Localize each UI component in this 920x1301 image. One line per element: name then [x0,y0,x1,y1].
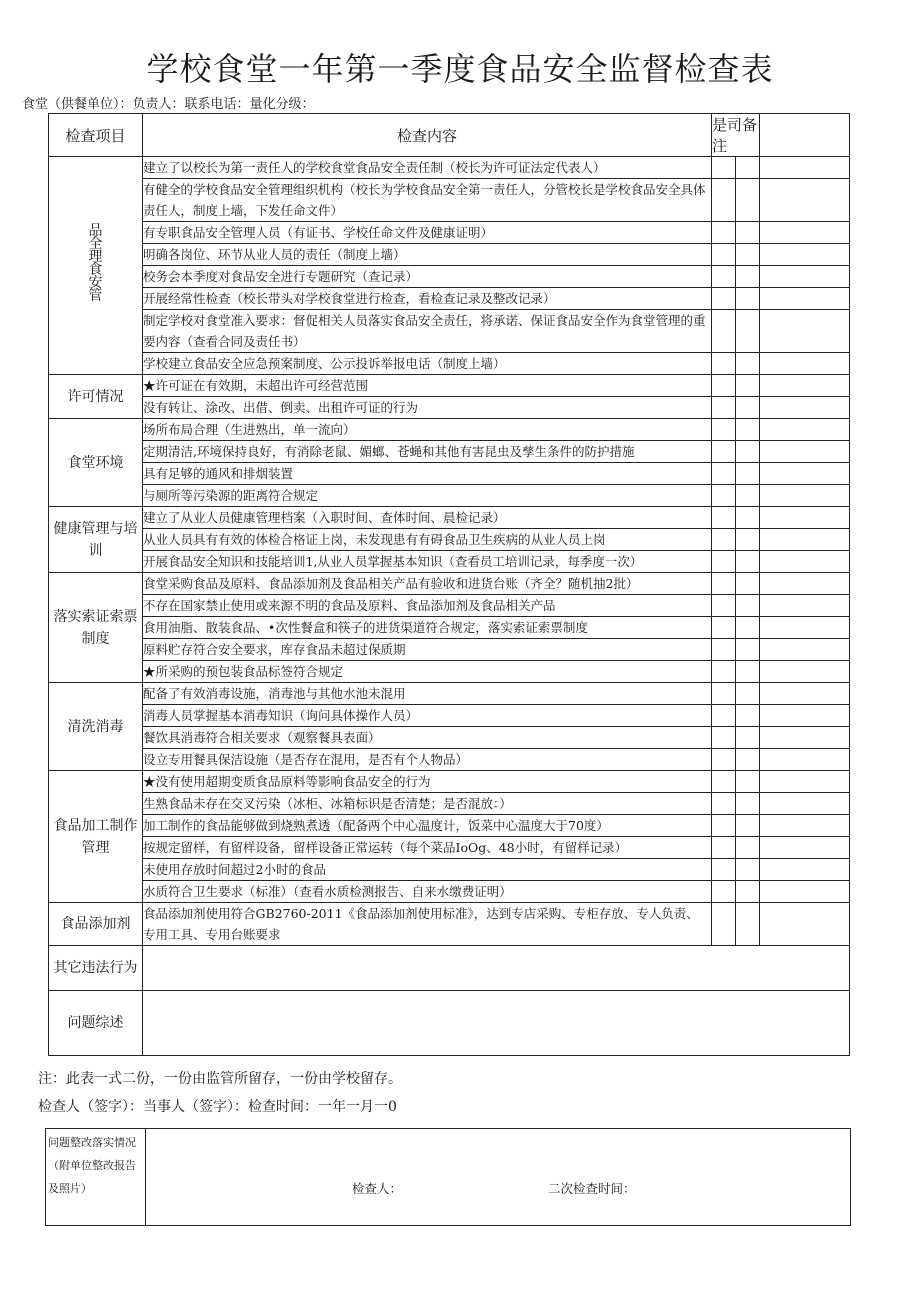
check-item: 具有足够的通风和排烟装置 [143,463,712,485]
header-yes [712,114,760,157]
no-checkbox-cell[interactable] [736,881,760,903]
yes-checkbox-cell[interactable] [712,353,736,375]
problem-summary-row [49,991,850,1056]
table-row [49,859,850,881]
yes-checkbox-cell[interactable] [712,749,736,771]
remark-cell[interactable] [760,683,850,705]
yes-checkbox-cell[interactable] [712,881,736,903]
no-checkbox-cell[interactable] [736,551,760,573]
table-row [49,222,850,244]
category-cell [49,157,143,375]
check-item: 与厕所等污染源的距离符合规定 [143,485,712,507]
check-item: 水质符合卫生要求（标准）（查看水质检测报告、自来水缴费证明） [143,881,712,903]
yes-checkbox-cell[interactable] [712,793,736,815]
table-row [49,617,850,639]
page-title: 学校食堂一年第一季度食品安全监督检查表 [146,50,774,88]
remark-cell[interactable] [760,288,850,310]
no-checkbox-cell[interactable] [736,157,760,179]
check-item: 明确各岗位、环节从业人员的责任（制度上墙） [143,244,712,266]
no-checkbox-cell[interactable] [736,288,760,310]
no-checkbox-cell[interactable] [736,595,760,617]
remark-cell[interactable] [760,157,850,179]
check-item: 不存在国家禁止使用或来源不明的食品及原料、食品添加剂及食品相关产品 [143,595,712,617]
table-row [49,288,850,310]
second-check-time-field[interactable]: 二次检查时间： [548,1181,636,1196]
category-label: 食品加工制作管理 [53,817,138,856]
remark-cell[interactable] [760,485,850,507]
rectification-box [45,1128,851,1226]
no-checkbox-cell[interactable] [736,397,760,419]
check-item: 没有转让、涂改、出借、倒卖、出租许可证的行为 [143,397,712,419]
yes-checkbox-cell[interactable] [712,705,736,727]
category-cell [49,771,143,903]
check-item: ★没有使用超期变质食品原料等影响食品安全的行为 [143,771,712,793]
no-checkbox-cell[interactable] [736,705,760,727]
yes-checkbox-cell[interactable] [712,463,736,485]
table-row [49,727,850,749]
table-row [49,244,850,266]
check-item: 从业人员具有有效的体检合格证上岗，未发现患有有碍食品卫生疾病的从业人员上岗 [143,529,712,551]
yes-checkbox-cell[interactable] [712,617,736,639]
table-row [49,881,850,903]
check-item: 加工制作的食品能够做到烧熟煮透（配备两个中心温度计，饭菜中心温度大于70度） [143,815,712,837]
remark-cell[interactable] [760,353,850,375]
rectification-label: 问题整改落实情况（附单位整改报告及照片） [46,1129,146,1225]
remark-cell[interactable] [760,881,850,903]
header-category: 检查项目 [49,114,143,157]
remark-cell[interactable] [760,551,850,573]
check-item: 制定学校对食堂准入要求：督促相关人员落实食品安全责任，将承诺、保证食品安全作为食堂管理的重要内容（查看合同及责任书） [143,310,712,353]
table-row [49,485,850,507]
check-item: 有专职食品安全管理人员（有证书、学校任命文件及健康证明） [143,222,712,244]
table-row [49,749,850,771]
other-violation-row [49,946,850,991]
remark-cell[interactable] [760,441,850,463]
check-item: 建立了从业人员健康管理档案（入职时间、查体时间、晨检记录） [143,507,712,529]
no-checkbox-cell[interactable] [736,837,760,859]
yes-checkbox-cell[interactable] [712,157,736,179]
check-item: ★许可证在有效期，未超出许可经营范围 [143,375,712,397]
no-checkbox-cell[interactable] [736,859,760,881]
no-checkbox-cell[interactable] [736,507,760,529]
category-label: 健康管理与培训 [53,520,138,559]
inspector-field[interactable]: 检查人： [352,1181,403,1196]
remark-cell[interactable] [760,705,850,727]
remark-cell[interactable] [760,244,850,266]
yes-checkbox-cell[interactable] [712,903,736,946]
problem-summary-label: 问题综述 [49,991,143,1056]
table-row [49,529,850,551]
remark-cell[interactable] [760,859,850,881]
yes-checkbox-cell[interactable] [712,529,736,551]
yes-checkbox-cell[interactable] [712,661,736,683]
no-checkbox-cell[interactable] [736,310,760,353]
category-cell [49,507,143,573]
yes-checkbox-cell[interactable] [712,397,736,419]
other-violation-label: 其它违法行为 [49,946,143,991]
remark-cell[interactable] [760,573,850,595]
table-row [49,551,850,573]
table-row [49,661,850,683]
remark-cell[interactable] [760,771,850,793]
check-item: 原料贮存符合安全要求，库存食品未超过保质期 [143,639,712,661]
table-row [49,705,850,727]
no-checkbox-cell[interactable] [736,463,760,485]
no-checkbox-cell[interactable] [736,903,760,946]
no-checkbox-cell[interactable] [736,573,760,595]
no-checkbox-cell[interactable] [736,661,760,683]
other-violation-field[interactable] [143,946,850,991]
table-row [49,573,850,595]
yes-checkbox-cell[interactable] [712,639,736,661]
header-yes-label: 是 [712,116,728,134]
no-checkbox-cell[interactable] [736,771,760,793]
category-label: 落实索证索票制度 [53,608,138,647]
category-label: 清洗消毒 [67,718,124,735]
table-row [49,903,850,946]
yes-checkbox-cell[interactable] [712,595,736,617]
check-item: 建立了以校长为第一责任人的学校食堂食品安全责任制（校长为许可证法定代表人） [143,157,712,179]
table-row [49,837,850,859]
no-checkbox-cell[interactable] [736,793,760,815]
check-item: 消毒人员掌握基本消毒知识（询问具体操作人员） [143,705,712,727]
remark-cell[interactable] [760,463,850,485]
no-checkbox-cell[interactable] [736,222,760,244]
remark-cell[interactable] [760,419,850,441]
check-item: 学校建立食品安全应急预案制度、公示投诉举报电话（制度上墙） [143,353,712,375]
table-row [49,441,850,463]
remark-cell[interactable] [760,727,850,749]
yes-checkbox-cell[interactable] [712,485,736,507]
yes-checkbox-cell[interactable] [712,551,736,573]
remark-cell[interactable] [760,837,850,859]
remark-cell[interactable] [760,639,850,661]
header-content: 检查内容 [143,114,712,157]
yes-checkbox-cell[interactable] [712,375,736,397]
table-row [49,463,850,485]
table-row [49,595,850,617]
yes-checkbox-cell[interactable] [712,222,736,244]
category-cell [49,903,143,946]
remark-cell[interactable] [760,310,850,353]
no-checkbox-cell[interactable] [736,617,760,639]
check-item: 食堂采购食品及原料、食品添加剂及食品相关产品有验收和进货台账（齐全？随机抽2批） [143,573,712,595]
remark-cell[interactable] [760,903,850,946]
table-row [49,507,850,529]
yes-checkbox-cell[interactable] [712,507,736,529]
check-item: 设立专用餐具保洁设施（是否存在混用，是否有个人物品） [143,749,712,771]
table-row [49,157,850,179]
table-row [49,397,850,419]
no-checkbox-cell[interactable] [736,244,760,266]
category-label: 食品添加剂 [60,916,131,932]
no-checkbox-cell[interactable] [736,727,760,749]
check-item: ★所采购的预包装食品标签符合规定 [143,661,712,683]
no-checkbox-cell[interactable] [736,179,760,222]
table-row [49,815,850,837]
check-item: 生熟食品未存在交叉污染（冰柜、冰箱标识是否清楚；是否混放：） [143,793,712,815]
check-item: 餐饮具消毒符合相关要求（观察餐具表面） [143,727,712,749]
remark-cell[interactable] [760,529,850,551]
table-row [49,353,850,375]
remark-cell[interactable] [760,749,850,771]
check-item: 未使用存放时间超过2小时的食品 [143,859,712,881]
table-row [49,310,850,353]
check-item: 按规定留样，有留样设备，留样设备正常运转（每个菜品IoOg、48小时，有留样记录） [143,837,712,859]
check-item: 食用油脂、散装食品、•次性餐盒和筷子的进货渠道符合规定，落实索证索票制度 [143,617,712,639]
yes-checkbox-cell[interactable] [712,310,736,353]
check-item: 食品添加剂使用符合GB2760-2011《食品添加剂使用标准》，达到专店采购、专柜存放、专人负责、专用工具、专用台账要求 [143,903,712,946]
yes-checkbox-cell[interactable] [712,683,736,705]
table-row [49,639,850,661]
footnote: 注：此表一式二份，一份由监管所留存，一份由学校留存。 [38,1071,402,1087]
table-row [49,683,850,705]
check-item: 配备了有效消毒设施，消毒池与其他水池未混用 [143,683,712,705]
yes-checkbox-cell[interactable] [712,727,736,749]
table-row [49,793,850,815]
category-label: 品全理食安管 [88,222,103,304]
yes-checkbox-cell[interactable] [712,288,736,310]
check-item: 有健全的学校食品安全管理组织机构（校长为学校食品安全第一责任人，分管校长是学校食品安全具体责任人，制度上墙，下发任命文件） [143,179,712,222]
no-checkbox-cell[interactable] [736,353,760,375]
check-item: 场所布局合理（生进熟出，单一流向） [143,419,712,441]
category-label: 食堂环境 [67,454,124,471]
check-item: 校务会本季度对食品安全进行专题研究（查记录） [143,266,712,288]
no-checkbox-cell[interactable] [736,266,760,288]
table-header-row [49,114,850,157]
remark-cell[interactable] [760,397,850,419]
yes-checkbox-cell[interactable] [712,179,736,222]
yes-checkbox-cell[interactable] [712,837,736,859]
table-row [49,419,850,441]
table-row [49,771,850,793]
remark-cell[interactable] [760,617,850,639]
header-note-label: 司备注 [712,116,758,155]
check-item: 开展食品安全知识和技能培训1,从业人员掌握基本知识（查看员工培训记录，每季度一次） [143,551,712,573]
check-item: 开展经常性检查（校长带头对学校食堂进行检查，看检查记录及整改记录） [143,288,712,310]
yes-checkbox-cell[interactable] [712,771,736,793]
table-row [49,266,850,288]
category-cell [49,419,143,507]
category-label: 许可情况 [67,388,124,405]
no-checkbox-cell[interactable] [736,419,760,441]
remark-cell[interactable] [760,661,850,683]
remark-cell[interactable] [760,595,850,617]
yes-checkbox-cell[interactable] [712,266,736,288]
yes-checkbox-cell[interactable] [712,859,736,881]
yes-checkbox-cell[interactable] [712,419,736,441]
remark-cell[interactable] [760,375,850,397]
category-cell [49,375,143,419]
no-checkbox-cell[interactable] [736,529,760,551]
category-cell [49,573,143,683]
remark-cell[interactable] [760,815,850,837]
yes-checkbox-cell[interactable] [712,815,736,837]
remark-cell[interactable] [760,266,850,288]
yes-checkbox-cell[interactable] [712,441,736,463]
remark-cell[interactable] [760,793,850,815]
signature-line: 检查人（签字）：当事人（签字）：检查时间：一年一月一0 [38,1099,397,1115]
remark-cell[interactable] [760,179,850,222]
inspection-table [48,113,850,1056]
category-cell [49,683,143,771]
no-checkbox-cell[interactable] [736,485,760,507]
no-checkbox-cell[interactable] [736,375,760,397]
no-checkbox-cell[interactable] [736,749,760,771]
table-row [49,375,850,397]
no-checkbox-cell[interactable] [736,683,760,705]
check-item: 定期清洁,环境保持良好，有消除老鼠、媚螂、苍蝇和其他有害昆虫及孳生条件的防护措施 [143,441,712,463]
yes-checkbox-cell[interactable] [712,244,736,266]
unit-info-line: 食堂（供餐单位）：负责人：联系电话：量化分级： [22,97,315,112]
no-checkbox-cell[interactable] [736,639,760,661]
remark-cell[interactable] [760,222,850,244]
table-row [49,179,850,222]
no-checkbox-cell[interactable] [736,441,760,463]
header-note [760,114,850,157]
no-checkbox-cell[interactable] [736,815,760,837]
yes-checkbox-cell[interactable] [712,573,736,595]
remark-cell[interactable] [760,507,850,529]
problem-summary-field[interactable] [143,991,850,1056]
